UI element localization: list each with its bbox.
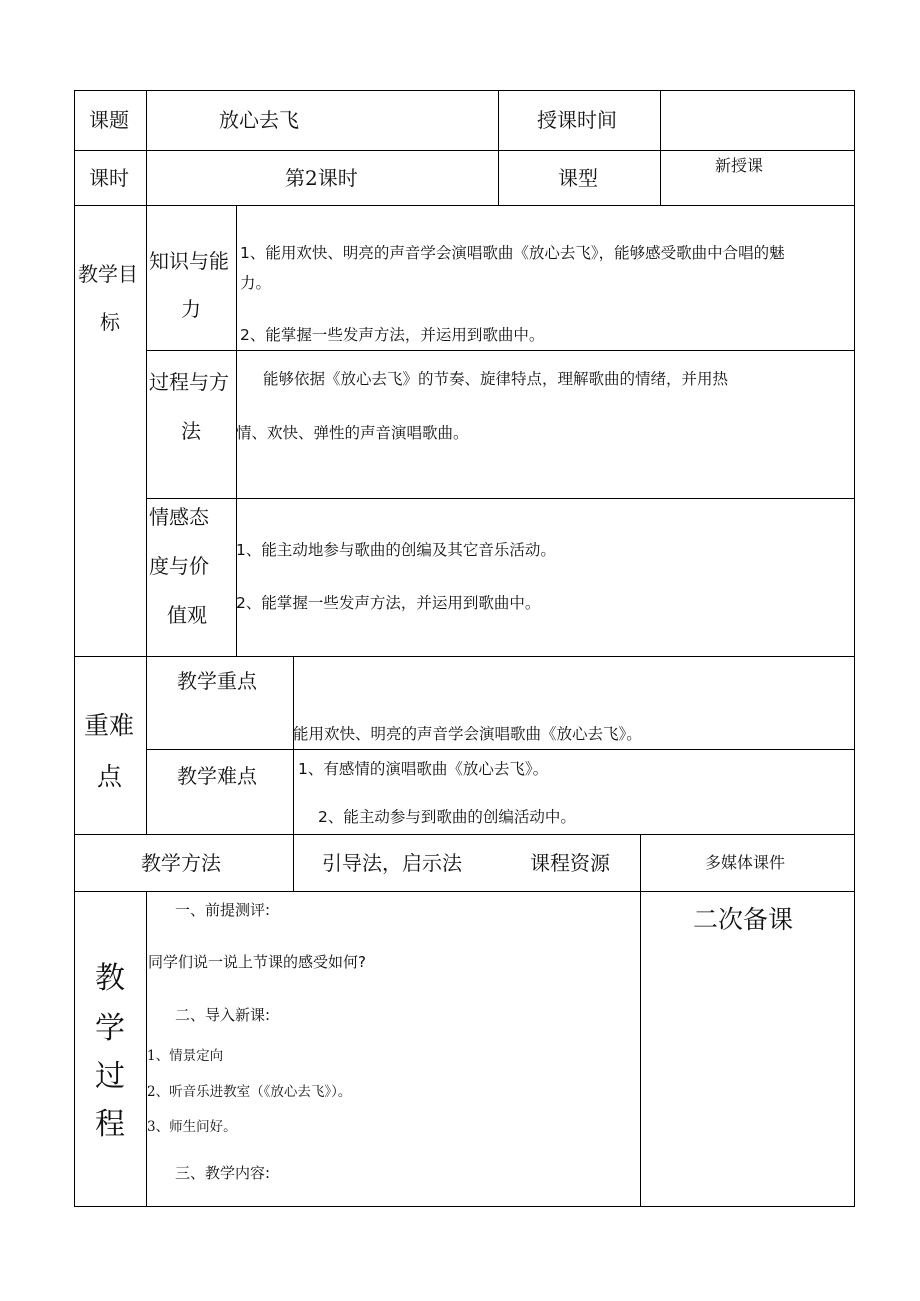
resource-label: 课程资源 xyxy=(530,851,610,875)
pretest-heading: 一、前提测评: xyxy=(175,901,271,919)
time-label: 授课时间 xyxy=(537,108,617,132)
knowledge-label-line2: 力 xyxy=(181,297,201,321)
process-label-line2: 法 xyxy=(181,419,201,443)
knowledge-label-line1: 知识与能 xyxy=(149,249,229,273)
rule-objectives-bottom xyxy=(74,656,855,657)
emotion-label-line2: 度与价 xyxy=(149,554,209,578)
resource-value: 多媒体课件 xyxy=(705,853,786,872)
period-label: 课时 xyxy=(89,166,129,190)
key-point-label: 教学重点 xyxy=(177,669,257,693)
rule-resource-col xyxy=(640,834,641,1207)
methods-label: 教学方法 xyxy=(141,851,221,875)
objectives-label-line1: 教学目 xyxy=(78,262,138,286)
rule-row1 xyxy=(74,150,855,151)
intro-step-1: 1、情景定向 xyxy=(147,1048,224,1064)
topic-value: 放心去飞 xyxy=(219,108,299,132)
emotion-text-line1: 1、能主动地参与歌曲的创编及其它音乐活动。 xyxy=(236,541,556,559)
intro-step-3: 3、师生问好。 xyxy=(147,1119,237,1135)
rule-knowledge-bottom xyxy=(146,350,855,351)
difficulty-text-line1: 1、有感情的演唱歌曲《放心去飞》。 xyxy=(298,760,549,778)
rule-label-col xyxy=(146,90,147,835)
methods-value: 引导法，启示法 xyxy=(322,851,462,875)
process-section-char-2: 学 xyxy=(95,1011,125,1046)
rule-header-right xyxy=(660,90,661,206)
intro-step-2: 2、听音乐进教室（《放心去飞》）。 xyxy=(147,1084,352,1100)
intro-heading: 二、导入新课: xyxy=(175,1006,271,1024)
focus-label-line1: 重难 xyxy=(84,711,135,740)
difficulty-label: 教学难点 xyxy=(177,764,257,788)
difficulty-text-line2: 2、能主动参与到歌曲的创编活动中。 xyxy=(318,808,576,826)
rule-row2 xyxy=(74,205,855,206)
type-value: 新授课 xyxy=(715,156,764,175)
rule-left xyxy=(74,90,75,1207)
period-value: 第2课时 xyxy=(285,166,358,190)
objectives-label-line2: 标 xyxy=(100,310,120,334)
emotion-text-line2: 2、能掌握一些发声方法，并运用到歌曲中。 xyxy=(236,594,541,612)
rule-focus-sub xyxy=(293,656,294,892)
knowledge-text-line1: 1、能用欢快、明亮的声音学会演唱歌曲《放心去飞》，能够感受歌曲中合唱的魅 xyxy=(240,244,785,262)
pretest-text: 同学们说一说上节课的感受如何? xyxy=(148,953,366,971)
process-label-line1: 过程与方 xyxy=(149,370,229,394)
rule-focus-bottom xyxy=(74,834,855,835)
rule-bottom xyxy=(74,1206,855,1207)
process-text-line2: 情、欢快、弹性的声音演唱歌曲。 xyxy=(236,424,469,442)
rule-right xyxy=(854,90,855,1207)
key-point-text: 能用欢快、明亮的声音学会演唱歌曲《放心去飞》。 xyxy=(293,725,642,743)
second-prep-label: 二次备课 xyxy=(693,905,794,934)
rule-top xyxy=(74,90,855,91)
topic-label: 课题 xyxy=(89,108,129,132)
knowledge-text-line2: 力。 xyxy=(240,274,272,292)
emotion-label-line3: 值观 xyxy=(167,603,207,627)
content-heading: 三、教学内容: xyxy=(175,1164,271,1182)
process-section-char-4: 程 xyxy=(95,1107,125,1142)
process-section-char-1: 教 xyxy=(95,961,125,996)
process-section-char-3: 过 xyxy=(95,1059,125,1094)
process-text-line1: 能够依据《放心去飞》的节奏、旋律特点，理解歌曲的情绪，并用热 xyxy=(263,370,729,388)
rule-process-bottom xyxy=(146,498,855,499)
emotion-label-line1: 情感态 xyxy=(149,505,209,529)
type-label: 课型 xyxy=(558,166,598,190)
rule-header-mid xyxy=(498,90,499,206)
rule-key-bottom xyxy=(146,749,855,750)
knowledge-text-line3: 2、能掌握一些发声方法，并运用到歌曲中。 xyxy=(240,326,545,344)
rule-methods-bottom xyxy=(74,891,855,892)
focus-label-line2: 点 xyxy=(97,762,123,791)
